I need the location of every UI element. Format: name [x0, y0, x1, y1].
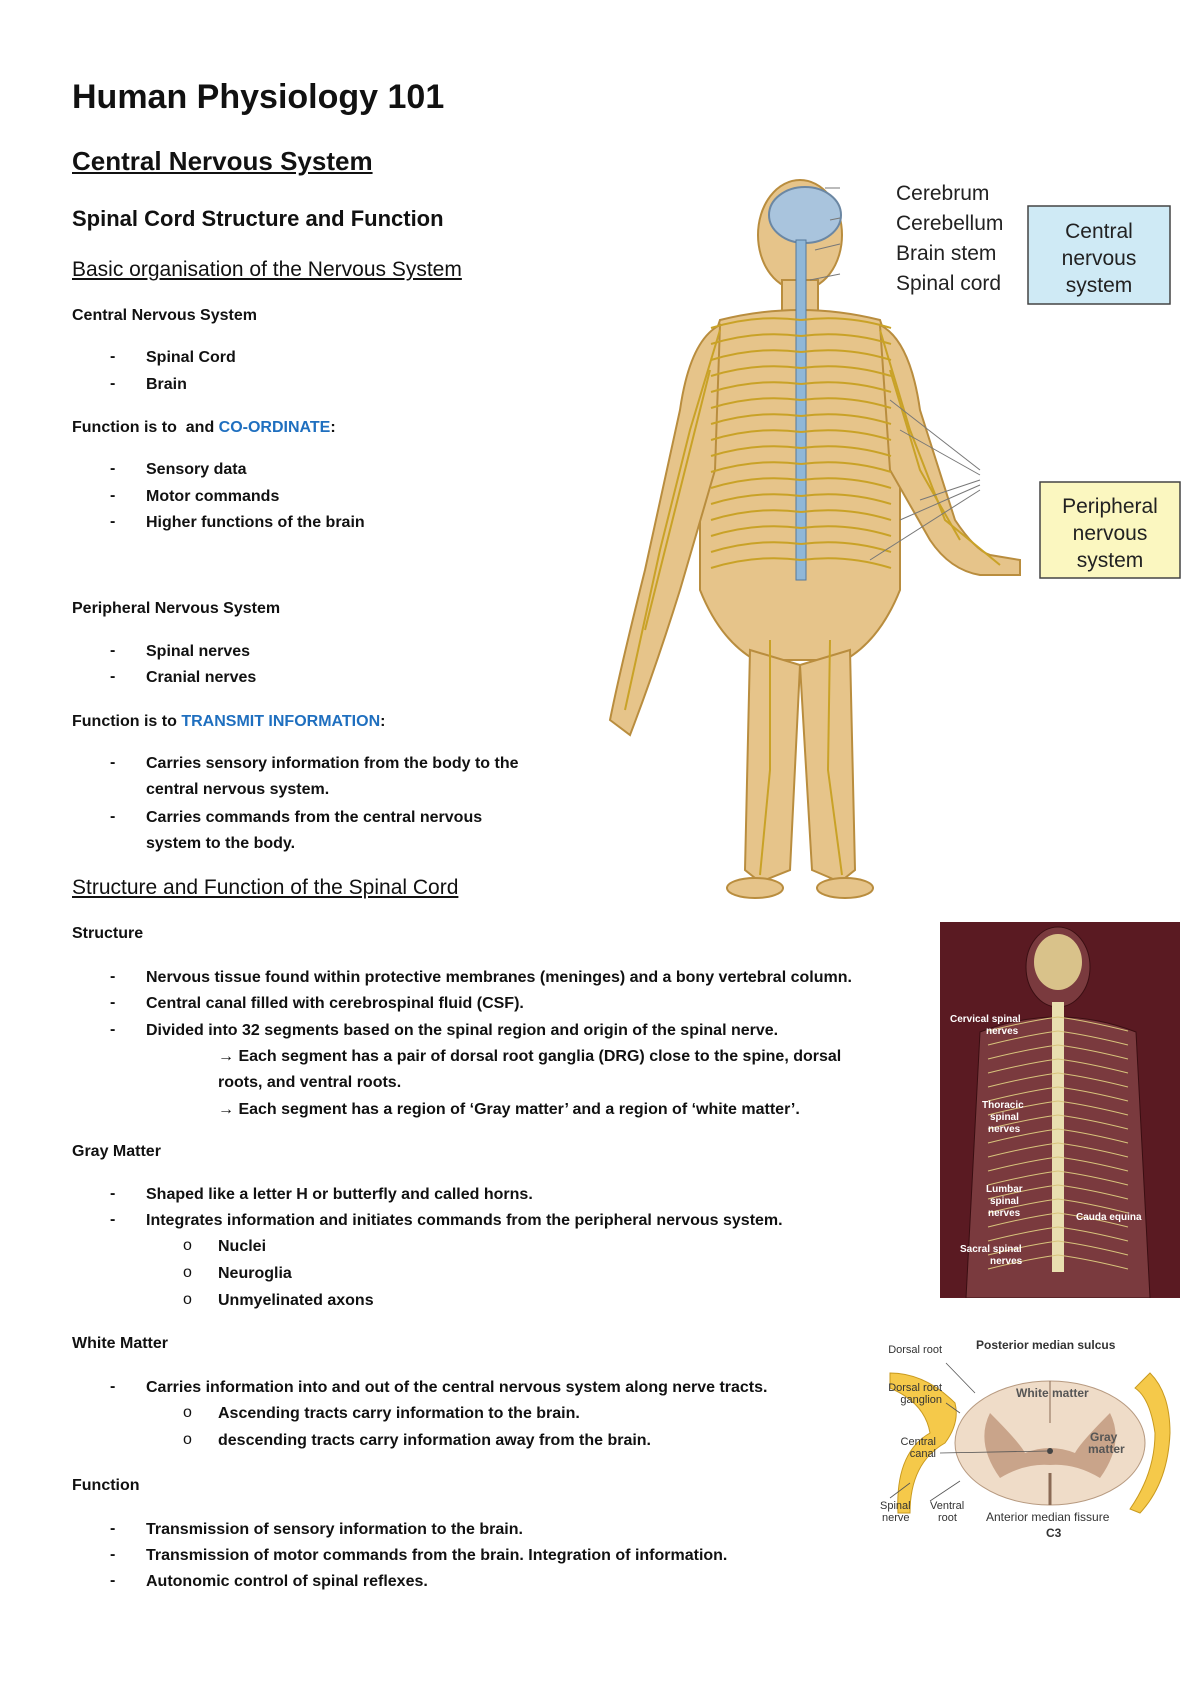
- bullet: -: [110, 487, 116, 504]
- bullet: -: [110, 375, 116, 392]
- bullet: -: [110, 348, 116, 365]
- pns-function-suffix: :: [380, 713, 386, 730]
- spinal-cord: [796, 240, 806, 580]
- pns-function-keyword: TRANSMIT INFORMATION: [181, 713, 381, 730]
- label-cerebellum: Cerebellum: [896, 212, 1004, 235]
- page-title: Human Physiology 101: [72, 78, 445, 116]
- bullet: -: [110, 1211, 116, 1228]
- gray-matter-label: matter: [1088, 1442, 1125, 1456]
- list-item: Cranial nerves: [146, 669, 257, 686]
- bullet: -: [110, 1185, 116, 1202]
- gray-matter-label: Gray: [1090, 1430, 1118, 1444]
- list-item: Sensory data: [146, 461, 247, 478]
- brain: [769, 187, 841, 243]
- dorsal-root-label: Dorsal root: [888, 1344, 942, 1356]
- pns-function-line: [72, 712, 385, 732]
- bullet-o: o: [183, 1404, 192, 1421]
- spinal-nerves-figure: [940, 922, 1180, 1298]
- sub-item: → Each segment has a pair of dorsal root ganglia (DRG) close to the spine, dorsal: [218, 1048, 842, 1065]
- lumbar-label: Lumbar: [986, 1184, 1023, 1195]
- bullet: -: [110, 642, 116, 659]
- white-matter-label: White Matter: [72, 1335, 168, 1352]
- bullet: -: [110, 460, 116, 477]
- sub-item: descending tracts carry information away from the brain.: [218, 1432, 651, 1449]
- central-canal-label: canal: [909, 1448, 936, 1460]
- list-item: Integrates information and initiates commands from the peripheral nervous system.: [146, 1212, 783, 1229]
- list-item: Central canal filled with cerebrospinal fluid (CSF).: [146, 995, 524, 1012]
- cns-function-suffix: :: [330, 419, 336, 436]
- spinal-nerve-label: Spinal: [880, 1500, 911, 1512]
- bullet: -: [110, 968, 116, 985]
- pns-box: [1040, 482, 1180, 578]
- gray-matter-label: Gray Matter: [72, 1143, 161, 1160]
- cervical-label: Cervical spinal: [950, 1014, 1021, 1025]
- list-item: Autonomic control of spinal reflexes.: [146, 1573, 428, 1590]
- sub-item: Nuclei: [218, 1238, 267, 1255]
- white-matter-label: White matter: [1016, 1386, 1089, 1400]
- thoracic-label: Thoracic: [982, 1100, 1024, 1111]
- posterior-sulcus-label: Posterior median sulcus: [976, 1338, 1116, 1352]
- cns-function-keyword: CO-ORDINATE: [218, 419, 331, 436]
- list-item: Spinal nerves: [146, 643, 251, 660]
- bullet: -: [110, 808, 116, 825]
- pns-box-line: nervous: [1072, 522, 1148, 545]
- list-item: Transmission of sensory information to the brain.: [146, 1521, 523, 1538]
- bullet: -: [110, 754, 116, 771]
- list-item: Motor commands: [146, 488, 280, 505]
- list-item: Carries commands from the central nervous system to the body.: [146, 809, 483, 852]
- list-item: Spinal Cord: [146, 349, 236, 366]
- bullet-o: o: [183, 1291, 192, 1308]
- cns-box-line: nervous: [1061, 247, 1137, 270]
- lumbar-label: nerves: [988, 1208, 1021, 1219]
- pns-function-prefix: Function is to: [72, 713, 182, 730]
- drg-label: ganglion: [900, 1394, 942, 1406]
- pns-box-line: system: [1076, 549, 1144, 572]
- bullet: -: [110, 1378, 116, 1395]
- bullet: -: [110, 513, 116, 530]
- list-item: Nervous tissue found within protective membranes (meninges) and a bony vertebral column.: [146, 969, 852, 986]
- sub-item: Neuroglia: [218, 1265, 292, 1282]
- list-item: Higher functions of the brain: [146, 514, 365, 531]
- sacral-label: nerves: [990, 1256, 1023, 1267]
- nervous-system-figure: [600, 170, 1200, 900]
- sub-item: roots, and ventral roots.: [218, 1074, 402, 1091]
- sacral-label: Sacral spinal: [960, 1244, 1022, 1255]
- bullet: -: [110, 668, 116, 685]
- structure-label: Structure: [72, 925, 144, 942]
- sub-item: Unmyelinated axons: [218, 1292, 374, 1309]
- list-item: Shaped like a letter H or butterfly and called horns.: [146, 1186, 533, 1203]
- cns-box-line: system: [1065, 274, 1133, 297]
- bullet-o: o: [183, 1431, 192, 1448]
- sub-item: Ascending tracts carry information to the brain.: [218, 1405, 580, 1422]
- bullet: -: [110, 994, 116, 1011]
- cns-box-line: Central: [1065, 220, 1133, 243]
- spinal-cord-cross-section: [850, 1333, 1180, 1543]
- ventral-root-label: Ventral: [930, 1500, 965, 1512]
- fissure-label: Anterior median fissure: [986, 1510, 1110, 1524]
- sub-item: → Each segment has a region of ‘Gray matter’ and a region of ‘white matter’.: [218, 1101, 800, 1118]
- central-canal-label: Central: [900, 1436, 936, 1448]
- basic-organisation-heading: Basic organisation of the Nervous System: [72, 258, 462, 281]
- list-item: Brain: [146, 376, 187, 393]
- function-label: Function: [72, 1477, 140, 1494]
- bullet: -: [110, 1021, 116, 1038]
- cns-box: [1028, 206, 1170, 304]
- spinal-nerve-label: nerve: [882, 1512, 910, 1524]
- segment-label: C3: [1046, 1526, 1062, 1540]
- cervical-label: nerves: [986, 1026, 1019, 1037]
- label-spinal-cord: Spinal cord: [896, 272, 1002, 295]
- label-cerebrum: Cerebrum: [896, 182, 990, 205]
- thoracic-label: spinal: [990, 1112, 1019, 1123]
- bullet: -: [110, 1572, 116, 1589]
- bullet-o: o: [183, 1237, 192, 1254]
- thoracic-label: nerves: [988, 1124, 1021, 1135]
- brain: [1034, 934, 1082, 990]
- list-item: Transmission of motor commands from the brain. Integration of information.: [146, 1547, 728, 1564]
- cns-function-line: [72, 418, 336, 438]
- list-item: Carries sensory information from the body to the central nervous system.: [146, 755, 519, 798]
- drg-label: Dorsal root: [888, 1382, 942, 1394]
- bullet: -: [110, 1520, 116, 1537]
- ventral-root-label: root: [938, 1512, 957, 1524]
- bullet-o: o: [183, 1264, 192, 1281]
- cns-label: Central Nervous System: [72, 307, 257, 324]
- spinal-cord-heading: Structure and Function of the Spinal Cord: [72, 876, 459, 899]
- cauda-equina-label: Cauda equina: [1076, 1212, 1142, 1223]
- bullet: -: [110, 1546, 116, 1563]
- label-brain-stem: Brain stem: [896, 242, 997, 265]
- section-heading: Central Nervous System: [72, 146, 373, 176]
- pns-box-line: Peripheral: [1062, 495, 1158, 518]
- subsection-heading: Spinal Cord Structure and Function: [72, 206, 444, 231]
- list-item: Divided into 32 segments based on the spinal region and origin of the spinal nerve.: [146, 1022, 779, 1039]
- pns-label: Peripheral Nervous System: [72, 600, 281, 617]
- cns-function-prefix: Function is to and: [72, 419, 219, 436]
- list-item: Carries information into and out of the central nervous system along nerve tracts.: [146, 1379, 768, 1396]
- spine: [1052, 1002, 1064, 1272]
- lumbar-label: spinal: [990, 1196, 1019, 1207]
